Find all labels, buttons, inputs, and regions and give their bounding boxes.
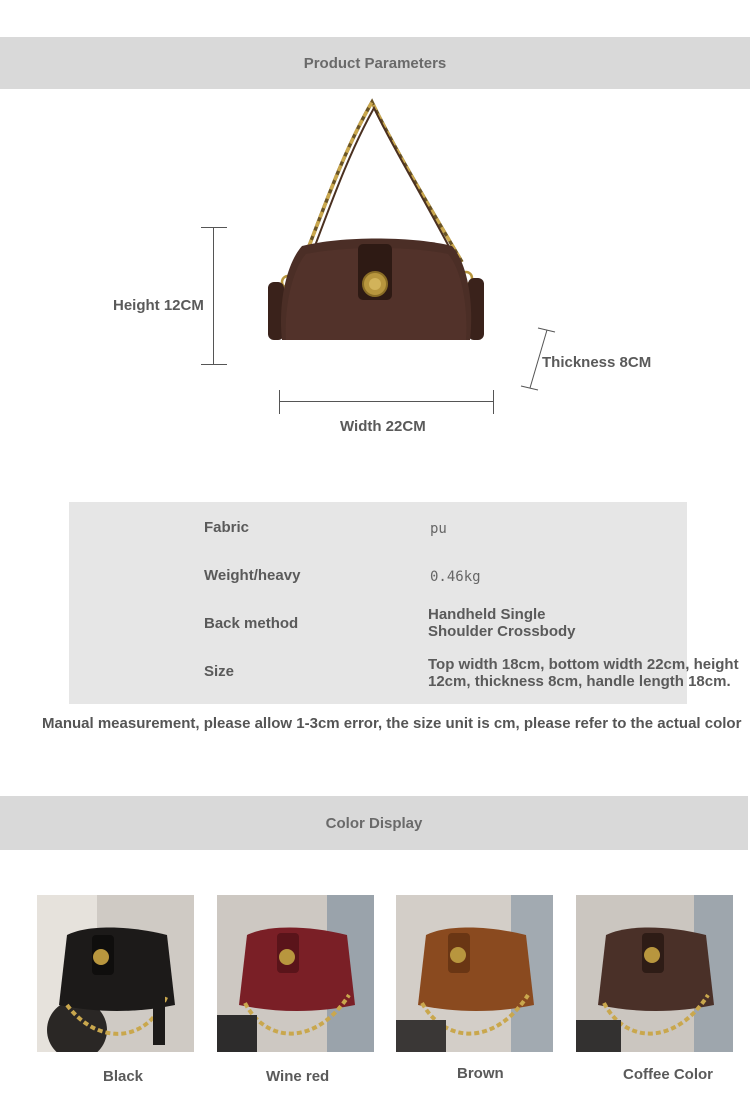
- product-parameters-title: Product Parameters: [303, 54, 447, 72]
- back-method-line-1: Handheld Single: [428, 606, 546, 623]
- param-label-back-method: Back method: [204, 615, 299, 632]
- wine-red-bag-photo: [217, 895, 374, 1052]
- color-swatch-brown[interactable]: [396, 895, 553, 1052]
- param-value-weight: 0.46kg: [430, 569, 481, 585]
- measurement-note: Manual measurement, please allow 1-3cm error, the size unit is cm, please refer to the actual color: [42, 715, 742, 732]
- color-label-coffee: Coffee Color: [623, 1066, 713, 1083]
- param-label-fabric: Fabric: [204, 519, 250, 536]
- color-swatch-black[interactable]: [37, 895, 194, 1052]
- height-dimension-line: [213, 227, 214, 365]
- color-display-header: [0, 796, 748, 850]
- color-display-title: Color Display: [325, 814, 423, 832]
- param-value-size: [428, 656, 744, 690]
- thickness-label: Thickness 8CM: [542, 354, 652, 371]
- height-label: Height 12CM: [113, 297, 204, 314]
- coffee-bag-photo: [576, 895, 733, 1052]
- color-swatch-coffee[interactable]: [576, 895, 733, 1052]
- back-method-line-2: Shoulder Crossbody: [428, 623, 576, 640]
- color-swatch-wine-red[interactable]: [217, 895, 374, 1052]
- size-line-1: Top width 18cm, bottom width 22cm, height: [428, 656, 739, 673]
- height-dimension-top-tick: [201, 227, 227, 228]
- param-value-fabric: pu: [430, 521, 447, 537]
- param-label-size: Size: [204, 663, 235, 680]
- brown-bag-photo: [396, 895, 553, 1052]
- width-dimension-right-tick: [493, 390, 494, 414]
- width-label: Width 22CM: [340, 418, 426, 435]
- color-label-wine-red: Wine red: [266, 1068, 330, 1085]
- height-dimension-bottom-tick: [201, 364, 227, 365]
- color-label-brown: Brown: [457, 1065, 504, 1082]
- param-value-back-method: [428, 606, 576, 640]
- size-line-2: 12cm, thickness 8cm, handle length 18cm.: [428, 673, 731, 690]
- width-dimension-line: [279, 401, 494, 402]
- param-label-weight: Weight/heavy: [204, 567, 301, 584]
- color-label-black: Black: [103, 1068, 144, 1085]
- black-bag-photo: [37, 895, 194, 1052]
- handbag-illustration: [262, 94, 490, 344]
- width-dimension-left-tick: [279, 390, 280, 414]
- product-parameters-header: [0, 37, 750, 89]
